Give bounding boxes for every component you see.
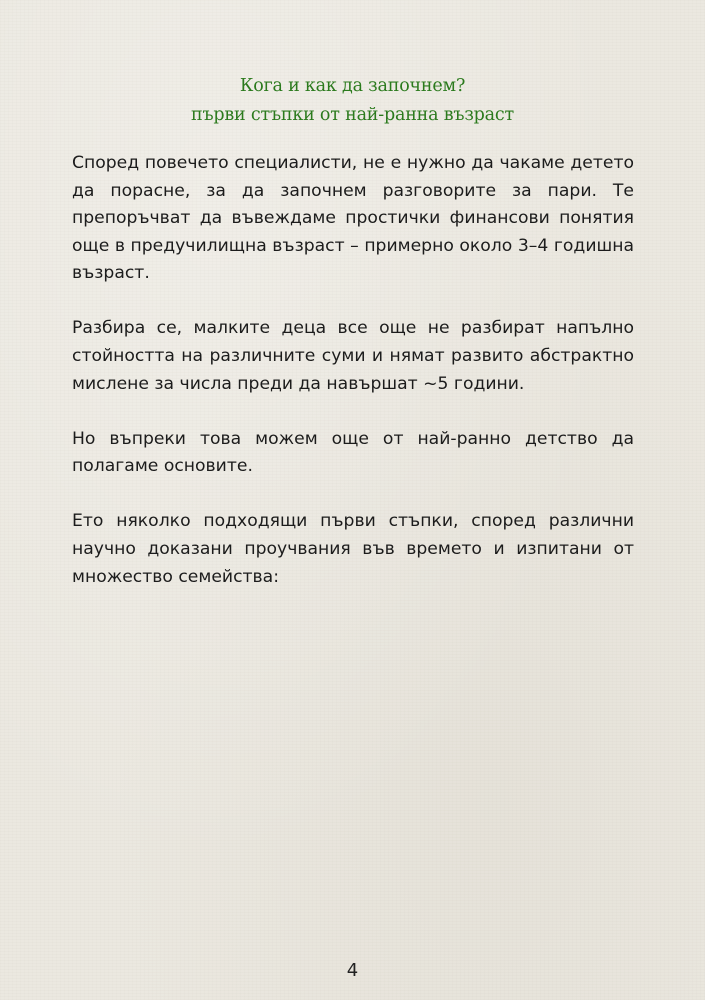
paragraph-3: Но въпреки това можем още от най-ранно детство да полагаме основите. bbox=[72, 428, 634, 477]
paragraph-1: Според повечето специалисти, не е нужно да чакаме детето да порасне, за да започнем разговорите за пари. Те препоръчват да въвеждаме простички финансови понятия още в предучилищна възраст – примерно около 3–4 годишна възраст. bbox=[72, 153, 634, 284]
page-number: 4 bbox=[346, 960, 359, 981]
heading-subtitle: първи стъпки от най-ранна възраст bbox=[191, 105, 514, 125]
paragraph-2: Разбира се, малките деца все още не разбират напълно стойността на различните суми и нямат развито абстрактно мислене за числа преди да навършат ~5 години. bbox=[72, 318, 634, 394]
heading-title: Кога и как да започнем? bbox=[239, 76, 466, 96]
body-text bbox=[72, 150, 634, 619]
paragraph-4: Ето няколко подходящи първи стъпки, според различни научно доказани проучвания във времето и изпитани от множество семейства: bbox=[72, 511, 634, 587]
section-heading bbox=[0, 72, 705, 130]
